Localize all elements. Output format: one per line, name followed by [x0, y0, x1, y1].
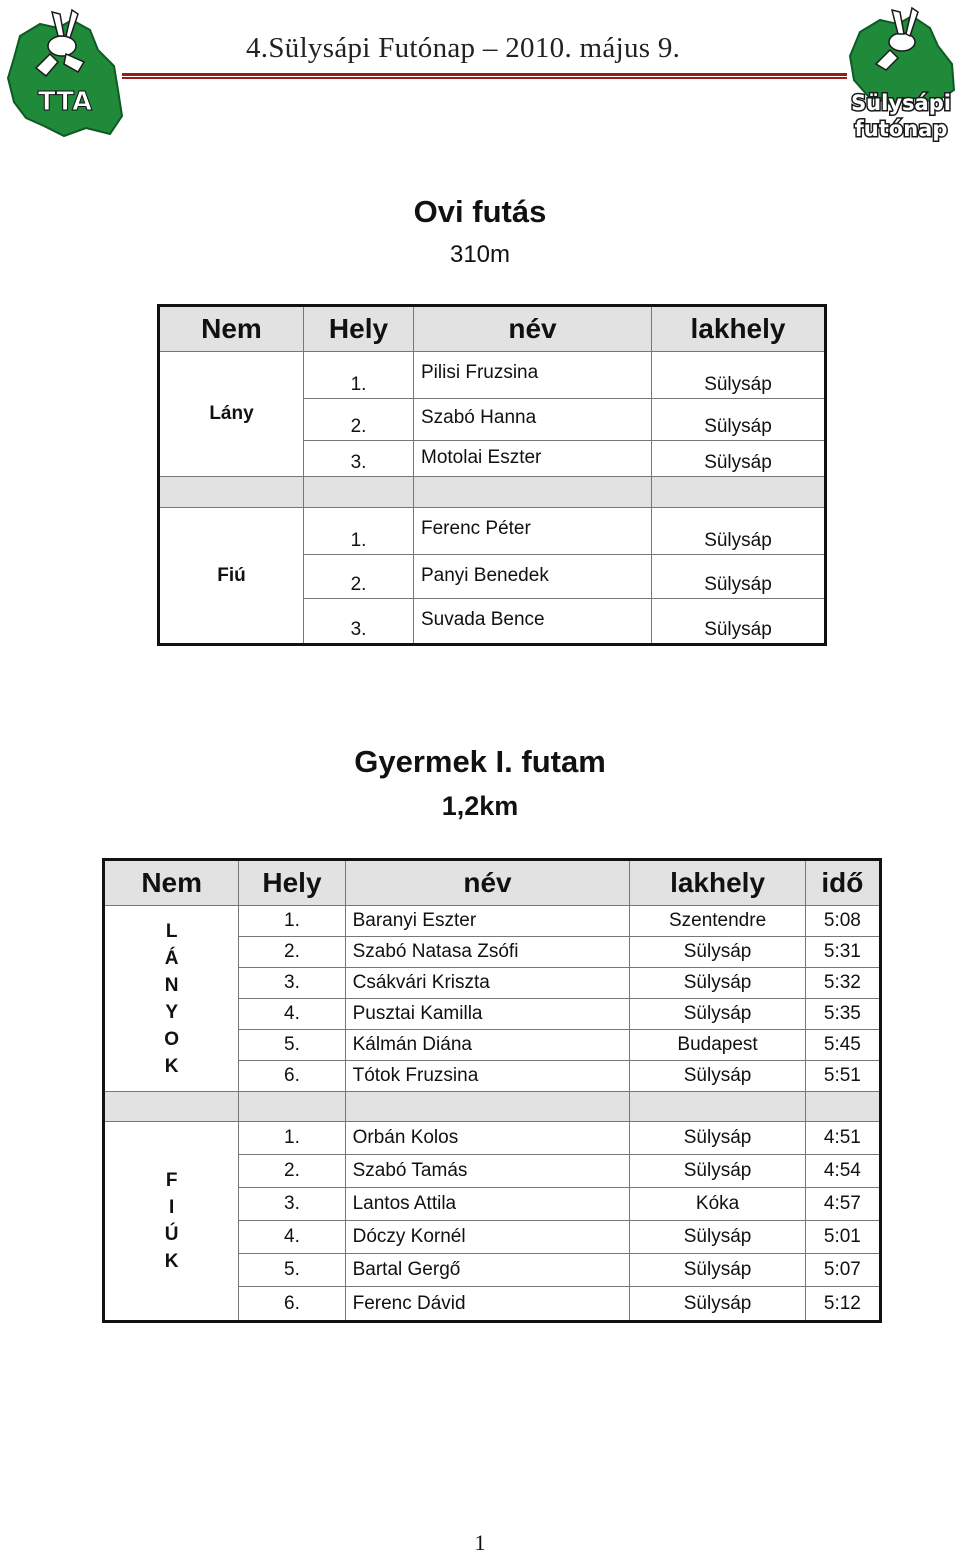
town-cell: Sülysáp: [652, 441, 826, 477]
place-cell: 3.: [304, 599, 414, 645]
section2-distance: 1,2km: [441, 791, 519, 821]
table-header-row: [159, 306, 826, 352]
gender-cell-fiu: Fiú: [159, 508, 304, 645]
table-row: [159, 352, 826, 399]
town-cell: Sülysáp: [652, 399, 826, 441]
time-cell: 4:51: [805, 1122, 880, 1155]
gender-letter: K: [164, 1055, 179, 1077]
gender-letter: Y: [165, 1001, 179, 1023]
col-header-hely: Hely: [239, 860, 345, 906]
place-cell: 6.: [239, 1061, 345, 1092]
table-row: [104, 1122, 881, 1155]
time-cell: 5:32: [805, 968, 880, 999]
logo-text-sulysapi: Sülysápi: [851, 91, 951, 115]
page-header-title: 4.Sülysápi Futónap – 2010. május 9.: [246, 32, 681, 64]
name-cell: Szabó Natasa Zsófi: [345, 937, 630, 968]
name-cell: Dóczy Kornél: [345, 1221, 630, 1254]
col-header-nev: név: [414, 306, 652, 352]
col-header-lakhely: lakhely: [652, 306, 826, 352]
name-cell: Lantos Attila: [345, 1188, 630, 1221]
gyermek-results-table: [102, 858, 882, 1323]
name-cell: Ferenc Péter: [414, 508, 652, 555]
time-cell: 5:01: [805, 1221, 880, 1254]
place-cell: 2.: [304, 399, 414, 441]
name-cell: Szabó Tamás: [345, 1155, 630, 1188]
town-cell: Sülysáp: [630, 1254, 805, 1287]
place-cell: 5.: [239, 1254, 345, 1287]
table-row: [104, 906, 881, 937]
gender-letter: L: [165, 920, 178, 942]
name-cell: Orbán Kolos: [345, 1122, 630, 1155]
town-cell: Szentendre: [630, 906, 805, 937]
time-cell: 5:51: [805, 1061, 880, 1092]
gender-letter: O: [164, 1028, 180, 1050]
name-cell: Ferenc Dávid: [345, 1287, 630, 1322]
time-cell: 5:08: [805, 906, 880, 937]
header-divider: [122, 73, 847, 79]
section1-title: Ovi futás: [413, 194, 547, 229]
gender-cell-lanyok: [104, 906, 239, 1092]
section1-distance: 310m: [449, 241, 511, 268]
town-cell: Kóka: [630, 1188, 805, 1221]
time-cell: 4:57: [805, 1188, 880, 1221]
name-cell: Panyi Benedek: [414, 555, 652, 599]
time-cell: 5:45: [805, 1030, 880, 1061]
col-header-hely: Hely: [304, 306, 414, 352]
place-cell: 1.: [304, 508, 414, 555]
logo-text-futonap: futónap: [854, 117, 948, 141]
time-cell: 5:07: [805, 1254, 880, 1287]
sulysapi-futonap-logo: [844, 6, 958, 144]
gender-letter: Á: [164, 947, 179, 969]
col-header-nev: név: [345, 860, 630, 906]
place-cell: 4.: [239, 1221, 345, 1254]
place-cell: 4.: [239, 999, 345, 1030]
name-cell: Suvada Bence: [414, 599, 652, 645]
town-cell: Sülysáp: [630, 1287, 805, 1322]
name-cell: Kálmán Diána: [345, 1030, 630, 1061]
place-cell: 2.: [239, 1155, 345, 1188]
gender-letter: N: [164, 974, 179, 996]
col-header-ido: idő: [805, 860, 880, 906]
gender-letter: Ú: [164, 1224, 179, 1245]
place-cell: 2.: [239, 937, 345, 968]
town-cell: Sülysáp: [652, 352, 826, 399]
town-cell: Sülysáp: [652, 555, 826, 599]
name-cell: Baranyi Eszter: [345, 906, 630, 937]
col-header-nem: Nem: [159, 306, 304, 352]
place-cell: 5.: [239, 1030, 345, 1061]
separator-row: [159, 477, 826, 508]
separator-row: [104, 1092, 881, 1122]
place-cell: 2.: [304, 555, 414, 599]
town-cell: Sülysáp: [652, 599, 826, 645]
ovi-results-table: [157, 304, 827, 646]
page-number: 1: [474, 1530, 486, 1555]
town-cell: Budapest: [630, 1030, 805, 1061]
gender-letter: F: [165, 1170, 178, 1191]
tta-logo-text: TTA: [37, 87, 93, 117]
place-cell: 3.: [304, 441, 414, 477]
gender-letter: I: [169, 1197, 175, 1218]
name-cell: Bartal Gergő: [345, 1254, 630, 1287]
gender-cell-fiuk: [104, 1122, 239, 1322]
town-cell: Sülysáp: [652, 508, 826, 555]
name-cell: Csákvári Kriszta: [345, 968, 630, 999]
table-header-row: [104, 860, 881, 906]
gender-letter: K: [164, 1251, 179, 1272]
time-cell: 5:12: [805, 1287, 880, 1322]
place-cell: 1.: [304, 352, 414, 399]
town-cell: Sülysáp: [630, 937, 805, 968]
time-cell: 5:35: [805, 999, 880, 1030]
col-header-lakhely: lakhely: [630, 860, 805, 906]
name-cell: Motolai Eszter: [414, 441, 652, 477]
name-cell: Pilisi Fruzsina: [414, 352, 652, 399]
time-cell: 4:54: [805, 1155, 880, 1188]
town-cell: Sülysáp: [630, 999, 805, 1030]
gender-cell-lany: Lány: [159, 352, 304, 477]
town-cell: Sülysáp: [630, 1061, 805, 1092]
time-cell: 5:31: [805, 937, 880, 968]
col-header-nem: Nem: [104, 860, 239, 906]
place-cell: 1.: [239, 1122, 345, 1155]
tta-logo: [6, 6, 124, 138]
name-cell: Szabó Hanna: [414, 399, 652, 441]
town-cell: Sülysáp: [630, 1221, 805, 1254]
table-row: [159, 508, 826, 555]
town-cell: Sülysáp: [630, 1155, 805, 1188]
place-cell: 3.: [239, 968, 345, 999]
name-cell: Tótok Fruzsina: [345, 1061, 630, 1092]
place-cell: 1.: [239, 906, 345, 937]
town-cell: Sülysáp: [630, 968, 805, 999]
place-cell: 3.: [239, 1188, 345, 1221]
name-cell: Pusztai Kamilla: [345, 999, 630, 1030]
section2-title: Gyermek I. futam: [354, 744, 606, 779]
place-cell: 6.: [239, 1287, 345, 1322]
town-cell: Sülysáp: [630, 1122, 805, 1155]
